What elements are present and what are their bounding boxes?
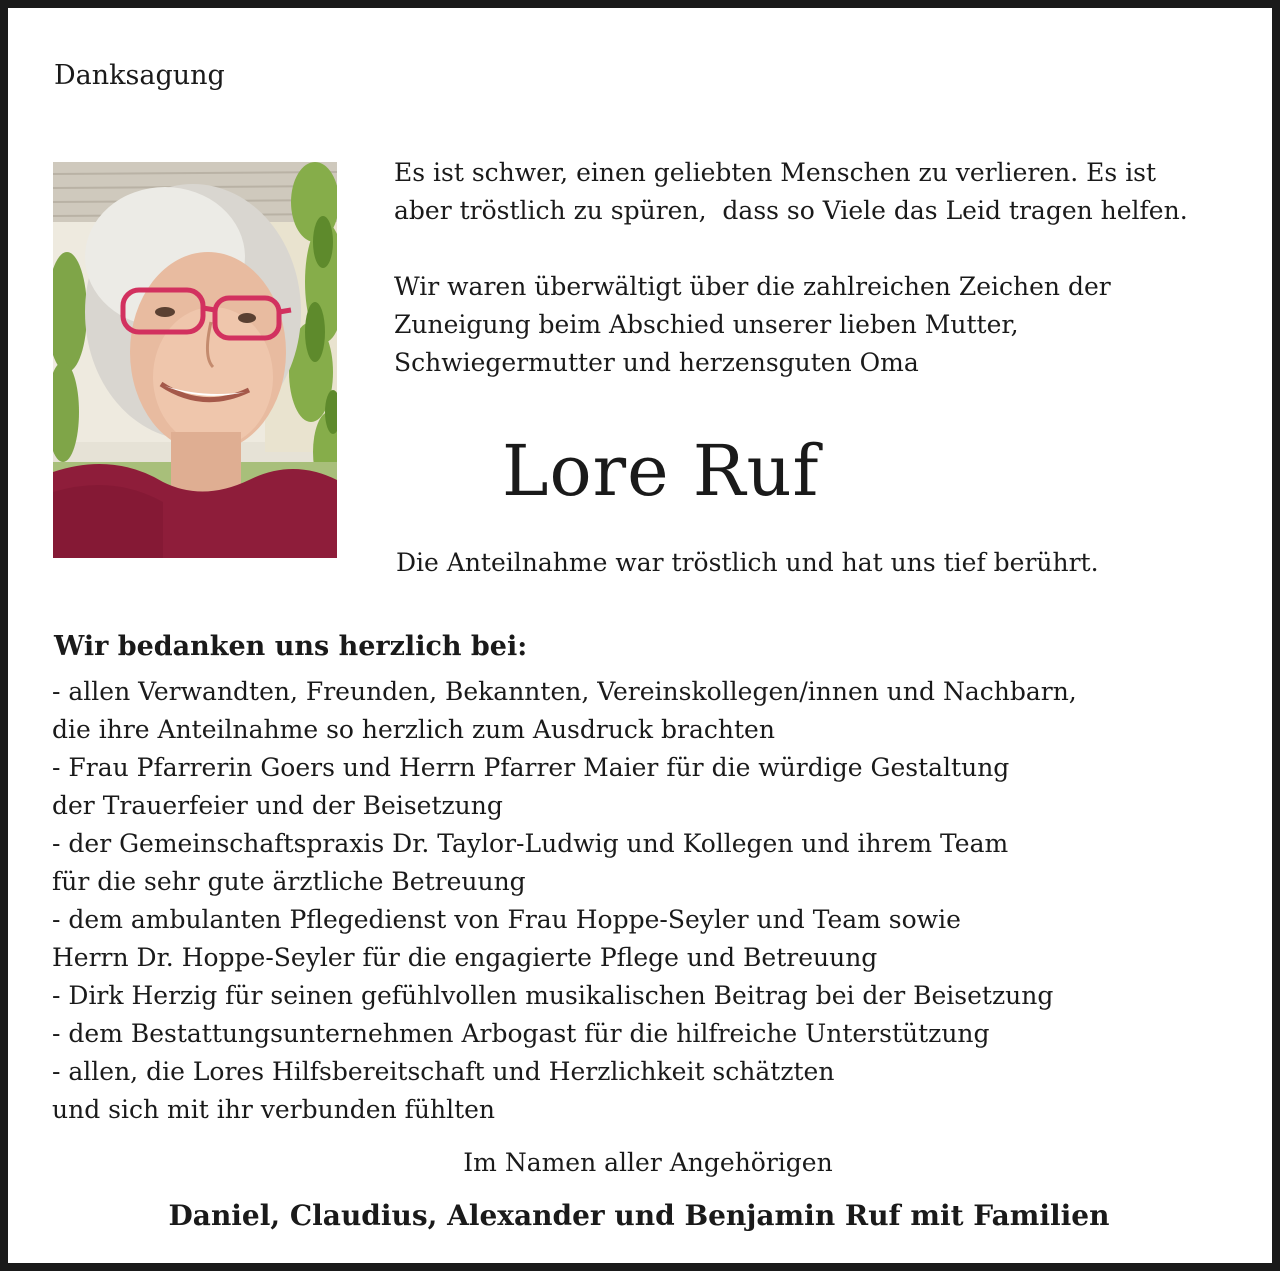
list-item-line: - der Gemeinschaftspraxis Dr. Taylor-Ludwig und Kollegen und ihrem Team — [52, 829, 1009, 858]
list-item — [52, 977, 1232, 1015]
list-item-line: - dem Bestattungsunternehmen Arbogast für die hilfreiche Unterstützung — [52, 1019, 990, 1048]
intro-line: Es ist schwer, einen geliebten Menschen zu verlieren. Es ist — [394, 158, 1157, 187]
list-item-line: Herrn Dr. Hoppe-Seyler für die engagierte Pflege und Betreuung — [52, 943, 878, 972]
family-signature: Daniel, Claudius, Alexander und Benjamin Ruf mit Familien — [168, 1199, 1110, 1232]
thanks-list — [52, 673, 1232, 1129]
list-item-line: die ihre Anteilnahme so herzlich zum Ausdruck brachten — [52, 715, 775, 744]
list-item-line: - allen, die Lores Hilfsbereitschaft und Herzlichkeit schätzten — [52, 1057, 835, 1086]
list-item — [52, 1053, 1232, 1129]
list-item-line: - allen Verwandten, Freunden, Bekannten, Vereinskollegen/innen und Nachbarn, — [52, 677, 1077, 706]
intro-paragraph-2 — [394, 268, 1254, 382]
intro-line: Wir waren überwältigt über die zahlreichen Zeichen der — [394, 272, 1111, 301]
intro-line: aber tröstlich zu spüren, dass so Viele das Leid tragen helfen. — [394, 196, 1188, 225]
list-item — [52, 673, 1232, 749]
list-item — [52, 749, 1232, 825]
list-item-line: der Trauerfeier und der Beisetzung — [52, 791, 503, 820]
list-item-line: und sich mit ihr verbunden fühlten — [52, 1095, 496, 1124]
thanks-title: Wir bedanken uns herzlich bei: — [54, 631, 528, 662]
notice-heading: Danksagung — [54, 60, 225, 91]
list-item-line: - Frau Pfarrerin Goers und Herrn Pfarrer Maier für die würdige Gestaltung — [52, 753, 1010, 782]
intro-text — [394, 154, 1254, 382]
sympathy-line: Die Anteilnahme war tröstlich und hat uns tief berührt. — [396, 548, 1099, 577]
intro-paragraph-1 — [394, 154, 1254, 230]
list-item-line: - Dirk Herzig für seinen gefühlvollen musikalischen Beitrag bei der Beisetzung — [52, 981, 1054, 1010]
list-item-line: für die sehr gute ärztliche Betreuung — [52, 867, 526, 896]
intro-line: Zuneigung beim Abschied unserer lieben Mutter, — [394, 310, 1019, 339]
list-item — [52, 825, 1232, 901]
list-item — [52, 1015, 1232, 1053]
behalf-line: Im Namen aller Angehörigen — [463, 1148, 833, 1177]
list-item — [52, 901, 1232, 977]
deceased-name: Lore Ruf — [502, 430, 820, 512]
intro-line: Schwiegermutter und herzensguten Oma — [394, 348, 919, 377]
portrait-photo — [53, 162, 337, 558]
list-item-line: - dem ambulanten Pflegedienst von Frau Hoppe-Seyler und Team sowie — [52, 905, 961, 934]
